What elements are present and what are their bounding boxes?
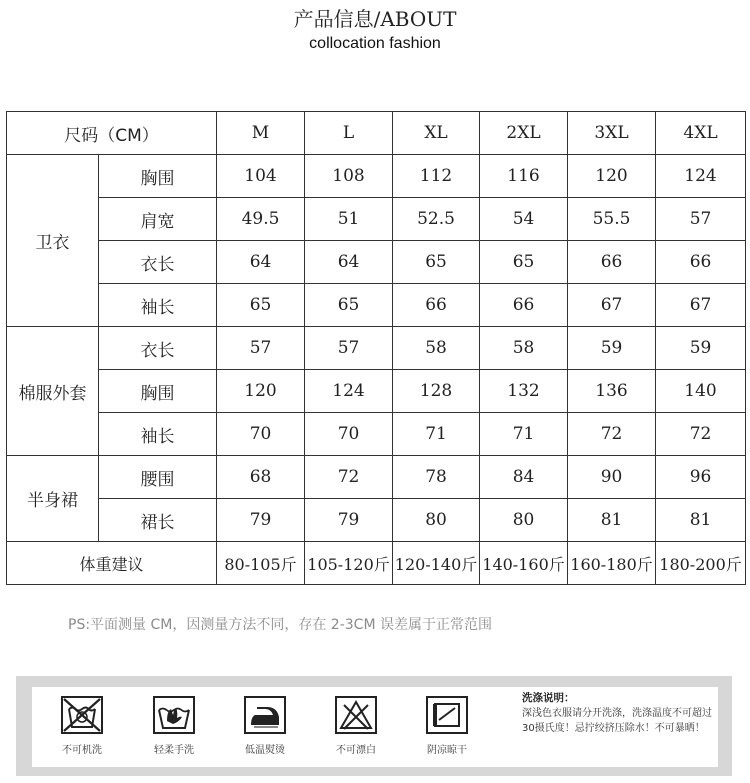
care-item [320, 695, 392, 756]
measurement-label: 袖长 [99, 284, 217, 327]
measurement-value: 81 [656, 499, 746, 542]
measurement-value: 66 [480, 284, 568, 327]
measurement-value: 96 [656, 456, 746, 499]
measurement-value: 71 [480, 413, 568, 456]
measurement-label: 腰围 [99, 456, 217, 499]
measurement-value: 112 [393, 155, 480, 198]
measurement-label: 袖长 [99, 413, 217, 456]
measurement-label: 衣长 [99, 241, 217, 284]
care-item [46, 695, 118, 756]
size-column-header: L [305, 112, 393, 155]
measurement-value: 57 [656, 198, 746, 241]
size-header-row [7, 112, 746, 155]
care-label: 不可机洗 [62, 745, 102, 756]
table-row [7, 370, 746, 413]
measurement-label: 胸围 [99, 155, 217, 198]
weight-value: 160-180斤 [568, 542, 656, 585]
table-row [7, 284, 746, 327]
size-column-header: XL [393, 112, 480, 155]
care-label: 轻柔手洗 [154, 745, 194, 756]
measurement-label: 裙长 [99, 499, 217, 542]
weight-label: 体重建议 [7, 542, 217, 585]
weight-value: 120-140斤 [393, 542, 480, 585]
measurement-value: 136 [568, 370, 656, 413]
measurement-value: 140 [656, 370, 746, 413]
size-column-header: 3XL [568, 112, 656, 155]
weight-value: 105-120斤 [305, 542, 393, 585]
low-temp-iron-icon [243, 695, 287, 735]
size-header-label: 尺码（CM） [7, 112, 217, 155]
care-panel-inner [32, 687, 718, 767]
measurement-value: 84 [480, 456, 568, 499]
measurement-value: 67 [656, 284, 746, 327]
measurement-value: 124 [305, 370, 393, 413]
measurement-value: 71 [393, 413, 480, 456]
measurement-value: 70 [217, 413, 305, 456]
measurement-value: 65 [393, 241, 480, 284]
care-label: 低温熨烫 [245, 745, 285, 756]
no-bleach-icon [334, 695, 378, 735]
table-row [7, 499, 746, 542]
table-row [7, 327, 746, 370]
measurement-value: 57 [217, 327, 305, 370]
care-label: 不可漂白 [336, 745, 376, 756]
measurement-value: 58 [393, 327, 480, 370]
measurement-value: 72 [568, 413, 656, 456]
measurement-value: 65 [305, 284, 393, 327]
measurement-value: 54 [480, 198, 568, 241]
measurement-value: 58 [480, 327, 568, 370]
washing-instructions-body: 深浅色衣服请分开洗涤，洗涤温度不可超过30摄氏度！忌拧绞挤压除水！不可暴晒！ [522, 708, 712, 734]
shade-dry-icon [425, 695, 469, 735]
measurement-value: 116 [480, 155, 568, 198]
measurement-value: 132 [480, 370, 568, 413]
measurement-value: 65 [217, 284, 305, 327]
measurement-value: 66 [568, 241, 656, 284]
washing-instructions-title: 洗涤说明： [522, 692, 575, 704]
care-item [229, 695, 301, 756]
weight-row [7, 542, 746, 585]
measurement-value: 104 [217, 155, 305, 198]
measurement-value: 55.5 [568, 198, 656, 241]
measurement-value: 128 [393, 370, 480, 413]
weight-value: 80-105斤 [217, 542, 305, 585]
measurement-value: 79 [217, 499, 305, 542]
measurement-value: 79 [305, 499, 393, 542]
table-row [7, 456, 746, 499]
measurement-value: 57 [305, 327, 393, 370]
table-row [7, 155, 746, 198]
measurement-value: 65 [480, 241, 568, 284]
measurement-value: 80 [480, 499, 568, 542]
care-label: 阴凉晾干 [427, 745, 467, 756]
measurement-value: 72 [656, 413, 746, 456]
size-column-header: 4XL [656, 112, 746, 155]
table-row [7, 198, 746, 241]
care-panel [16, 676, 732, 776]
washing-instructions [522, 691, 714, 736]
measurement-value: 72 [305, 456, 393, 499]
measurement-value: 66 [656, 241, 746, 284]
measurement-value: 81 [568, 499, 656, 542]
measurement-label: 肩宽 [99, 198, 217, 241]
measurement-value: 120 [217, 370, 305, 413]
page-subtitle: collocation fashion [309, 35, 441, 52]
weight-value: 140-160斤 [480, 542, 568, 585]
measurement-value: 49.5 [217, 198, 305, 241]
measurement-value: 52.5 [393, 198, 480, 241]
page-title: 产品信息/ABOUT [293, 7, 457, 31]
measurement-note: PS:平面测量 CM，因测量方法不同，存在 2-3CM 误差属于正常范围 [68, 617, 492, 633]
no-machine-wash-icon [60, 695, 104, 735]
measurement-value: 124 [656, 155, 746, 198]
size-column-header: 2XL [480, 112, 568, 155]
measurement-value: 70 [305, 413, 393, 456]
measurement-value: 68 [217, 456, 305, 499]
measurement-value: 66 [393, 284, 480, 327]
garment-category: 卫衣 [7, 155, 99, 327]
care-item [138, 695, 210, 756]
size-column-header: M [217, 112, 305, 155]
garment-category: 棉服外套 [7, 327, 99, 456]
measurement-value: 59 [656, 327, 746, 370]
care-item [411, 695, 483, 756]
table-row [7, 241, 746, 284]
measurement-value: 67 [568, 284, 656, 327]
measurement-value: 64 [217, 241, 305, 284]
measurement-value: 78 [393, 456, 480, 499]
gentle-hand-wash-icon [152, 695, 196, 735]
table-row [7, 413, 746, 456]
measurement-value: 51 [305, 198, 393, 241]
weight-value: 180-200斤 [656, 542, 746, 585]
garment-category: 半身裙 [7, 456, 99, 542]
measurement-value: 64 [305, 241, 393, 284]
measurement-value: 80 [393, 499, 480, 542]
measurement-value: 108 [305, 155, 393, 198]
measurement-value: 59 [568, 327, 656, 370]
measurement-value: 120 [568, 155, 656, 198]
measurement-label: 胸围 [99, 370, 217, 413]
size-chart-table [6, 111, 746, 585]
measurement-label: 衣长 [99, 327, 217, 370]
measurement-value: 90 [568, 456, 656, 499]
